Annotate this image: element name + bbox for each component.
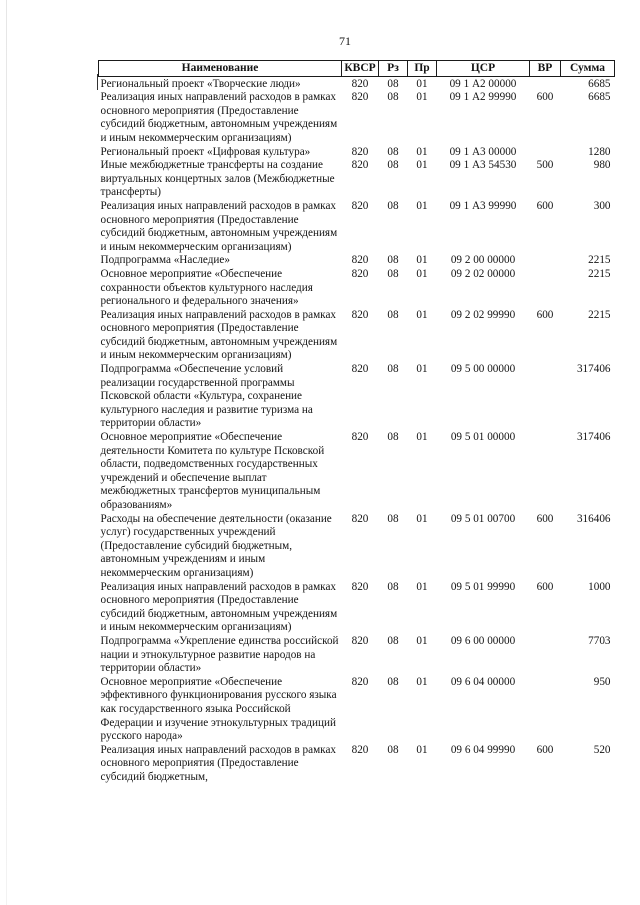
table-row: [99, 581, 615, 635]
cell-kvsr: 820: [351, 267, 369, 280]
cell-pr: 01: [416, 675, 428, 688]
cell-name: Подпрограмма «Укрепление единства российской нации и этнокультурное развитие народов на территории области»: [100, 634, 339, 675]
cell-name: Основное мероприятие «Обеспечение сохранности объектов культурного наследия регионального и федерального значения»: [100, 267, 313, 308]
cell-name: Реализация иных направлений расходов в рамках основного мероприятия (Предоставление субсидий бюджетным, автономным учреждениям и иным некоммерческим организациям): [100, 580, 338, 634]
cell-pr: 01: [416, 431, 428, 444]
cell-sum: 520: [593, 743, 611, 756]
cell-kvsr: 820: [351, 431, 369, 444]
cell-vr: [530, 635, 561, 676]
cell-name: Расходы на обеспечение деятельности (оказание услуг) государственных учреждений (Предоставление субсидий бюджетным, автономным учреждениям и иным некоммерческим организациям): [100, 512, 332, 579]
cell-vr: [530, 363, 561, 431]
cell-vr: [530, 76, 561, 91]
cell-kvsr: 820: [351, 363, 369, 376]
cell-csr: 09 5 00 00000: [450, 363, 516, 376]
cell-kvsr: 820: [351, 77, 369, 90]
header-name: Наименование: [99, 61, 342, 77]
header-row: [99, 61, 615, 77]
table-row: [99, 76, 615, 91]
cell-pr: 01: [416, 91, 428, 104]
table-row: [99, 513, 615, 581]
cell-vr: [530, 676, 561, 744]
cell-csr: 09 5 01 00000: [450, 431, 516, 444]
cell-pr: 01: [416, 512, 428, 525]
cell-name: Подпрограмма «Наследие»: [100, 254, 230, 267]
cell-pr: 01: [416, 363, 428, 376]
cell-sum: 1000: [588, 580, 611, 593]
cell-name: Реализация иных направлений расходов в рамках основного мероприятия (Предоставление субсидий бюджетным, автономным учреждениям и иным некоммерческим организациям): [100, 308, 338, 362]
cell-vr: 600: [536, 308, 554, 321]
cell-csr: 09 2 02 99990: [450, 308, 516, 321]
cell-csr: 09 1 А3 99990: [449, 199, 517, 212]
header-vr: ВР: [530, 61, 561, 77]
cell-csr: 09 6 04 00000: [450, 675, 516, 688]
cell-csr: 09 1 А3 54530: [449, 159, 517, 172]
cell-pr: 01: [416, 267, 428, 280]
cell-vr: 600: [536, 580, 554, 593]
cell-name: Основное мероприятие «Обеспечение эффективного функционирования русского языка как государственного языка Российской Федерации и изучение этнокультурных традиций русского народа»: [100, 675, 337, 743]
cell-csr: 09 6 04 99990: [450, 743, 516, 756]
cell-kvsr: 820: [351, 512, 369, 525]
table-row: [99, 635, 615, 676]
table-row: [99, 431, 615, 513]
table-row: [99, 254, 615, 268]
cell-kvsr: 820: [351, 159, 369, 172]
table-row: [99, 91, 615, 145]
cell-rz: 08: [387, 91, 399, 104]
cell-rz: 08: [387, 145, 399, 158]
cell-rz: 08: [387, 159, 399, 172]
cell-rz: 08: [387, 743, 399, 756]
cell-sum: 6685: [588, 77, 611, 90]
table-body: [99, 76, 615, 784]
cell-csr: 09 5 01 00700: [450, 512, 516, 525]
cell-sum: 6685: [588, 91, 611, 104]
cell-pr: 01: [416, 159, 428, 172]
cell-rz: 08: [387, 634, 399, 647]
table-row: [99, 268, 615, 309]
cell-kvsr: 820: [351, 308, 369, 321]
cell-csr: 09 1 А2 99990: [449, 91, 517, 104]
table-row: [99, 200, 615, 254]
cell-rz: 08: [387, 199, 399, 212]
table-row: [99, 363, 615, 431]
cell-vr: [530, 268, 561, 309]
cell-sum: 7703: [588, 634, 611, 647]
cell-sum: 2215: [588, 308, 611, 321]
cell-rz: 08: [387, 431, 399, 444]
cell-pr: 01: [416, 308, 428, 321]
cell-sum: 2215: [588, 267, 611, 280]
cell-rz: 08: [387, 254, 399, 267]
cell-vr: 600: [536, 743, 554, 756]
cell-rz: 08: [387, 580, 399, 593]
cell-rz: 08: [387, 512, 399, 525]
header-rz: Рз: [379, 61, 408, 77]
cell-csr: 09 1 А3 00000: [449, 145, 517, 158]
cell-vr: [530, 146, 561, 160]
cell-rz: 08: [387, 363, 399, 376]
cell-rz: 08: [387, 267, 399, 280]
cell-csr: 09 6 00 00000: [450, 634, 516, 647]
cell-csr: 09 5 01 99990: [450, 580, 516, 593]
cell-rz: 08: [387, 77, 399, 90]
cell-name: Иные межбюджетные трансферты на создание виртуальных концертных залов (Межбюджетные трансферты): [100, 159, 335, 199]
cell-pr: 01: [416, 145, 428, 158]
page-number: 71: [339, 34, 351, 48]
cell-kvsr: 820: [351, 199, 369, 212]
cell-kvsr: 820: [351, 254, 369, 267]
cell-kvsr: 820: [351, 634, 369, 647]
cell-kvsr: 820: [351, 145, 369, 158]
cell-rz: 08: [387, 308, 399, 321]
cell-name: Региональный проект «Творческие люди»: [100, 77, 301, 90]
table-row: [99, 146, 615, 160]
cell-pr: 01: [416, 743, 428, 756]
cell-sum: 300: [593, 199, 611, 212]
cell-kvsr: 820: [351, 743, 369, 756]
header-csr: ЦСР: [437, 61, 530, 77]
cell-name: Подпрограмма «Обеспечение условий реализации государственной программы Псковской области «Культура, сохранение культурного наследия и развитие туризма на территории области»: [100, 363, 313, 430]
cell-vr: [530, 254, 561, 268]
cell-vr: [530, 431, 561, 513]
cell-csr: 09 2 02 00000: [450, 267, 516, 280]
cell-pr: 01: [416, 199, 428, 212]
header-kvsr: КВСР: [342, 61, 379, 77]
cell-pr: 01: [416, 254, 428, 267]
table-row: [99, 744, 615, 785]
cell-name: Реализация иных направлений расходов в рамках основного мероприятия (Предоставление субсидий бюджетным,: [100, 743, 337, 783]
cell-csr: 09 2 00 00000: [450, 254, 516, 267]
cell-rz: 08: [387, 675, 399, 688]
header-pr: Пр: [408, 61, 437, 77]
cell-sum: 2215: [588, 254, 611, 267]
table-row: [99, 676, 615, 744]
cell-kvsr: 820: [351, 91, 369, 104]
cell-sum: 316406: [576, 512, 611, 525]
cell-sum: 1280: [588, 145, 611, 158]
cell-name: Реализация иных направлений расходов в рамках основного мероприятия (Предоставление субсидий бюджетным, автономным учреждениям и иным некоммерческим организациям): [100, 199, 338, 253]
cell-vr: 600: [536, 199, 554, 212]
cell-sum: 950: [593, 675, 611, 688]
table-header: [99, 61, 615, 77]
cell-pr: 01: [416, 77, 428, 90]
table-row: [99, 309, 615, 363]
cell-sum: 980: [593, 159, 611, 172]
cell-name: Реализация иных направлений расходов в рамках основного мероприятия (Предоставление субсидий бюджетным, автономным учреждениям и иным некоммерческим организациям): [100, 91, 338, 144]
cell-name: Основное мероприятие «Обеспечение деятельности Комитета по культуре Псковской области, подведомственных государственных учреждений и обеспечение выплат межбюджетных трансфертов муниципальным образованиям»: [100, 431, 325, 511]
cell-vr: 500: [536, 159, 554, 172]
cell-name: Региональный проект «Цифровая культура»: [100, 145, 311, 158]
cell-csr: 09 1 А2 00000: [449, 77, 517, 90]
scan-edge: [6, 0, 7, 905]
cell-pr: 01: [416, 634, 428, 647]
table-row: [99, 159, 615, 200]
cell-kvsr: 820: [351, 675, 369, 688]
header-sum: Сумма: [561, 61, 615, 77]
cell-vr: 600: [536, 512, 554, 525]
cell-sum: 317406: [576, 431, 611, 444]
budget-table: [98, 60, 615, 784]
cell-kvsr: 820: [351, 580, 369, 593]
cell-pr: 01: [416, 580, 428, 593]
cell-vr: 600: [536, 91, 554, 104]
cell-sum: 317406: [576, 363, 611, 376]
